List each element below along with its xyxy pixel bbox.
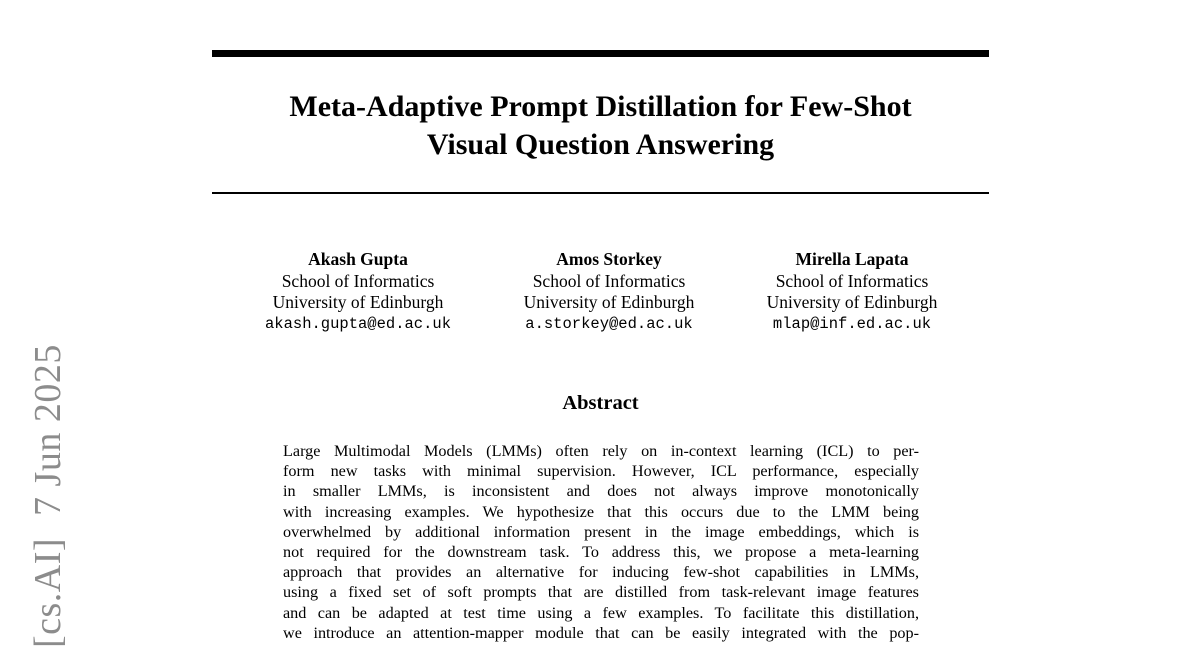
abstract-line: using a fixed set of soft prompts that are distilled from task-relevant image features <box>283 583 919 602</box>
abstract-line: Large Multimodal Models (LMMs) often rely on in-context learning (ICL) to per- <box>283 442 919 460</box>
paper-title <box>212 88 989 164</box>
author-card <box>746 249 958 335</box>
arxiv-category: [cs.AI] <box>27 537 69 648</box>
abstract-body <box>283 441 919 643</box>
author-email: a.storkey@ed.ac.uk <box>525 314 693 333</box>
author-university: University of Edinburgh <box>523 292 695 312</box>
abstract-heading: Abstract <box>562 392 639 414</box>
author-university: University of Edinburgh <box>766 292 938 312</box>
abstract-line: not required for the downstream task. To address this, we propose a meta-learning <box>283 543 919 562</box>
author-name: Mirella Lapata <box>795 249 909 269</box>
title-bottom-rule <box>212 192 989 194</box>
author-card <box>503 249 715 335</box>
author-block <box>212 249 989 339</box>
title-line-2: Visual Question Answering <box>426 128 775 161</box>
author-email: mlap@inf.ed.ac.uk <box>772 314 932 333</box>
abstract-line: with increasing examples. We hypothesize that this occurs due to the LMM being <box>283 502 919 521</box>
author-school: School of Informatics <box>532 270 686 291</box>
top-rule <box>212 50 989 57</box>
author-university: University of Edinburgh <box>272 292 444 312</box>
author-school: School of Informatics <box>775 270 929 291</box>
author-card <box>252 249 464 335</box>
abstract-line: approach that provides an alternative for inducing few-shot capabilities in LMMs, <box>283 563 919 582</box>
arxiv-date: 7 Jun 2025 <box>27 344 69 516</box>
title-line-1: Meta-Adaptive Prompt Distillation for Few-Shot <box>289 90 912 123</box>
author-email: akash.gupta@ed.ac.uk <box>264 314 452 333</box>
author-name: Akash Gupta <box>308 249 408 269</box>
abstract-line: in smaller LMMs, is inconsistent and does not always improve monotonically <box>283 482 919 501</box>
arxiv-side-stamp <box>26 344 70 648</box>
abstract-line: we introduce an attention-mapper module that can be easily integrated with the pop- <box>283 623 919 642</box>
abstract-line: overwhelmed by additional information present in the image embeddings, which is <box>283 522 919 541</box>
author-name: Amos Storkey <box>556 249 662 269</box>
abstract-line: form new tasks with minimal supervision. However, ICL performance, especially <box>283 462 919 481</box>
author-school: School of Informatics <box>281 270 435 291</box>
abstract-line: and can be adapted at test time using a few examples. To facilitate this distillation, <box>283 603 919 622</box>
